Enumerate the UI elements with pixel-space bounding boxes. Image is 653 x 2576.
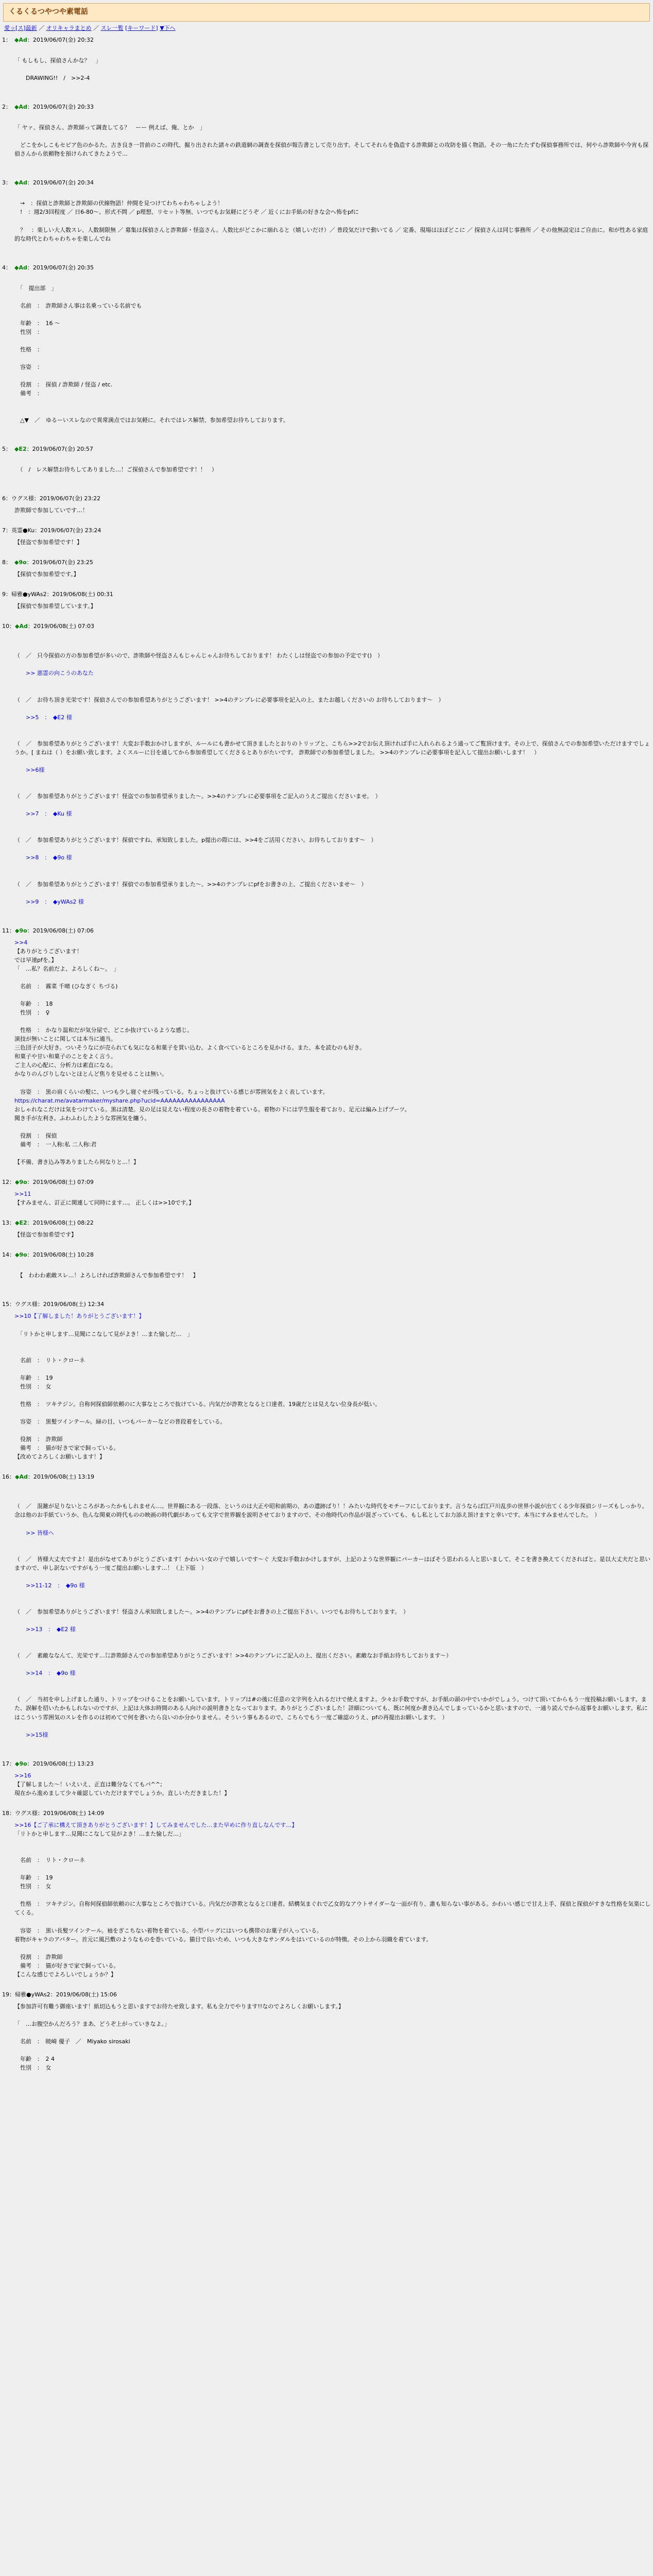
post-body (2, 1999, 653, 2072)
post-header (2, 926, 653, 935)
post-date: ：2019/06/07(金) 23:25 (26, 558, 93, 566)
post-header (2, 590, 653, 599)
post (2, 590, 653, 611)
post-line (14, 774, 653, 783)
post-line: 「 提出部 」 (14, 284, 57, 292)
post-line (14, 634, 653, 642)
post-author: ◆Ad (15, 623, 28, 630)
post-date: ：2019/06/08(土) 12:34 (37, 1301, 105, 1308)
post-line: 「リトかと申します…見聞にこなして見がよき！…また愉しだ… 」 (14, 1330, 193, 1337)
post-header (2, 1472, 653, 1481)
post-date: ：2019/06/08(土) 07:06 (27, 927, 94, 934)
post-author: ◆9o (15, 927, 27, 934)
post (2, 1178, 653, 1207)
post-number[interactable]: 12： (2, 1178, 15, 1185)
post-body (2, 272, 653, 433)
post-line: （ / レス解禁お待ちしてありました…！ご探偵さんで参加希望です！！ ） (14, 466, 217, 473)
nav-link-latest[interactable]: 愛ッ[ス]最新 (4, 24, 37, 31)
post-line: 年齢 ： 19 (14, 1374, 53, 1381)
post-line[interactable]: >>11-12 ： ◆9o 様 (14, 1582, 85, 1589)
post-date: ：2019/06/07(金) 23:22 (33, 495, 101, 502)
post-line (14, 336, 653, 345)
post-number[interactable]: 13： (2, 1219, 15, 1227)
post-date: ：2019/06/07(金) 20:35 (27, 264, 94, 271)
post-line[interactable]: https://charat.me/avatarmaker/myshare.php?ucid=AAAAAAAAAAAAAAAA (14, 1097, 225, 1104)
post-line: おしゃれなこだけは気をつけている。黒は清楚。見の足は見えない程度の長さの着物を着ている。着物の下には学生服を着ており、足元は編み上げブーツ。 (14, 1106, 410, 1113)
post-line (14, 425, 653, 433)
post-line (14, 1347, 653, 1356)
post-line: 「 …お腹空かんだろう？まあ、どうぞ上がっていきなよ。」 (14, 2020, 170, 2027)
post-number[interactable]: 19：帰雅●yWAs2 (2, 1991, 50, 1998)
post-header (2, 1178, 653, 1187)
post-line: 着物がキャラのアバター。首元に風呂敷のようなものを巻いている。猫目で良いため、いつも大きなサンダルをはいているのが特徴。その上から羽織を着ています。 (14, 1936, 432, 1943)
post-line: 年齢 ： 2 4 (14, 2056, 55, 2063)
post-header (2, 1990, 653, 1999)
post-line: 年齢 ： 16 ～ (14, 320, 60, 327)
post-line: DRAWING!! / >>2-4 (14, 74, 90, 81)
post-line (14, 871, 653, 879)
post-line (14, 1391, 653, 1400)
post-line (14, 1262, 653, 1271)
post-line (14, 158, 653, 167)
post-author: ◆9o (14, 558, 27, 566)
post-author: ◆9o (15, 1178, 27, 1185)
post-line: 「 ヤァ、探偵さん、詐欺師って調査してる？ ーー 例えば、俺、とか 」 (14, 124, 205, 131)
post-header (2, 36, 653, 44)
post-author: ◆9o (15, 1251, 27, 1259)
post-line (14, 2028, 653, 2037)
post-line: 性格 ： かなり温和だが気分屋で、どこか抜けているような感じ。 (14, 1027, 193, 1034)
post-line (14, 1642, 653, 1651)
post-line: 性格 ： ツキテジン。自称何探偵師依頼のに大事なところで抜けている。内気だが詐欺となると口達者。結構気まぐれで乙女的なアウトサイダーな一面が有り、誰も知らない事がある。かわいい感じで甘え上手、探偵と探偵がすきな性格を気楽にしてくる。 (14, 1901, 651, 1917)
post-line[interactable]: >>16【ご了承に構えて頂きありがとうございます！】してみませんでした…また早めに作り直しなんです…】 (14, 1821, 298, 1828)
post-line (14, 889, 653, 897)
post-body (2, 503, 653, 515)
post-line[interactable]: >>4 (14, 939, 28, 946)
post-line: 性別 ： 女 (14, 2064, 51, 2072)
post-line: 【すみません、訂正に関連して同時にます…。 正しくは>>10です。】 (14, 1199, 195, 1207)
post-line (14, 1590, 653, 1599)
post-body (2, 187, 653, 251)
post-line (14, 1616, 653, 1625)
post-line: 現在から進めまして少々確認していただけますでしょうか。直しいただきました！】 (14, 1789, 230, 1797)
post-line (14, 973, 653, 982)
post-line: 容姿 ： 黒い長髪ツインテール。袖をぎこちない着物を着ている。小型バッグにはいつも携帯のお菓子が入っている。 (14, 1927, 322, 1934)
post-line: 聞き手が左利き。ふわふわしたような雰囲気を纏う。 (14, 1114, 150, 1122)
post-line (14, 114, 653, 123)
post-date: ：2019/06/08(土) 13:23 (27, 1760, 94, 1767)
post-line: （ ／ 参加希望ありがとうございます！大変お手数おかけしますが、ルールにも書かせて頂きましたとおりのトリップと、こちら>>2でお伝え頂ければ手に入れられるよう通ってご覧頂けます。その上で、探偵さんでの参加希望いただけますでしょうか。[ まねは（ ）をお願い致します。よくスルーに目を通してから参加希望してくださるとありがたいです。 詐欺師での参加希望しました。 >>4のテンプレに必要事項を記入して提出お願いします！ ） (14, 740, 650, 756)
post-date: ：2019/06/07(金) 20:32 (27, 36, 94, 43)
post-line: ご主人の心配に、分析力は素直になる。 (14, 1062, 116, 1069)
post-header (2, 622, 653, 631)
post-line: ？ ：楽しい大人数スレ、人数制限無 ／ 募集は探偵さんと詐欺師・怪盗さん。人数比がどこかに崩れると（嬉しいだけ）／ 普段気だけで動いてる ／ 定番、現場はほぼどこに ／ 探偵さんは同じ事務所 ／ その他無設定はご自由に。和が性ある家庭的な時代とわちゃわちゃを楽しんでね (14, 226, 648, 242)
post-number[interactable]: 10： (2, 623, 15, 630)
post-line (14, 1722, 653, 1731)
post-number[interactable]: 16： (2, 1473, 15, 1481)
post-line (14, 687, 653, 696)
post-line: 性別 ： 女 (14, 1383, 51, 1390)
post-line: 年齢 ： 19 (14, 1874, 53, 1882)
post-line[interactable]: >> 悪霊の向こうのあなた (14, 670, 94, 677)
post-line: 年齢 ： 18 (14, 1001, 53, 1008)
post-body (2, 1187, 653, 1207)
post-author: ◆E2 (15, 1219, 27, 1227)
post-line (14, 783, 653, 792)
post-line: 容姿 ： (14, 364, 43, 371)
post-line: 【ありがとうございます！ (14, 947, 82, 955)
post-body (2, 1768, 653, 1798)
post-line: （ ／ 参加希望ありがとうございます！怪盗での参加希望承りました～。>>4のテンプレに必要事項をご記入のうえご提出くださいませ。 ） (14, 793, 381, 800)
post-number[interactable]: 6：ウグス様 (2, 495, 34, 502)
post-date: ：2019/06/08(土) 08:22 (27, 1219, 94, 1227)
post-header (2, 263, 653, 272)
post-number[interactable]: 1： (2, 36, 11, 43)
post-line: では早速pfを。】 (14, 956, 57, 963)
post-line (14, 1484, 653, 1493)
post-line (14, 371, 653, 380)
post-header (2, 526, 653, 535)
post-body (2, 599, 653, 611)
post-header (2, 178, 653, 187)
post-line (14, 132, 653, 141)
post-line (14, 677, 653, 686)
post-line[interactable]: >>14 ： ◆9o 様 (14, 1670, 76, 1677)
post-header (2, 1218, 653, 1227)
post-body (2, 1227, 653, 1239)
post-header (2, 1759, 653, 1768)
post-line: 役割 ： 探偵 (14, 1132, 57, 1139)
post-header (2, 103, 653, 111)
post-line: （ ／ 只今探偵の方の参加希望が多いので、詐欺師や怪盗さんもじゃんじゃんお待ちしております！ わたくしは怪盗での参加の予定です() ） (14, 652, 383, 659)
post-line: 【 わわわ素敵スレ…！よろしければ詐欺師さんで参加希望です！ 】 (14, 1272, 199, 1279)
post-line (14, 731, 653, 739)
post-date: ：2019/06/08(土) 00:31 (46, 591, 113, 598)
post-line: 性別 ： (14, 329, 43, 336)
post-line (14, 1338, 653, 1347)
post-line: 性別 ： 女 (14, 1883, 51, 1890)
post-body (2, 935, 653, 1166)
post-line: 和菓子や甘い和菓子のことをよく言う。 (14, 1053, 116, 1060)
post-line (14, 1426, 653, 1435)
post-date: ：2019/06/07(金) 20:33 (27, 104, 94, 111)
post-line (14, 474, 653, 483)
nav-link-characters[interactable]: オリキャラまとめ (46, 24, 92, 31)
post-line (14, 991, 653, 999)
post-date: ：2019/06/08(土) 07:03 (27, 623, 95, 630)
post (2, 526, 653, 547)
post-author: ◆Ad (14, 36, 27, 43)
post-body (2, 111, 653, 167)
post-line: 名前 ： リト・クローネ (14, 1357, 85, 1364)
post-line[interactable]: >>11 (14, 1191, 31, 1198)
post-line[interactable]: >> 皆様へ (14, 1529, 54, 1536)
post (2, 494, 653, 515)
post-header (2, 494, 653, 503)
post-number[interactable]: 18：ウグス様 (2, 1809, 38, 1817)
post-number[interactable]: 8： (2, 558, 11, 566)
post-author: ◆9o (15, 1760, 27, 1767)
post-line (14, 2011, 653, 2020)
post-line[interactable]: >>13 ： ◆E2 様 (14, 1626, 76, 1633)
post-line: 「 もしもし、探偵さんかな？ 」 (14, 57, 101, 64)
post-body (2, 631, 653, 915)
post-line: 性格 ： ツキテジン。自称何探偵師依頼のに大事なところで抜けている。内気だが詐欺となると口達者。19歳だとは見えない位身長が低い。 (14, 1400, 381, 1408)
post-line (14, 1944, 653, 1953)
thread-title: くるくるつやつや素電話 (3, 3, 650, 22)
post-line: 名前 ： リト・クローネ (14, 1857, 85, 1864)
post-line: どこをかしこもセピア色のかるた。古き良き一昔前のこの時代、掘り出された諸々の鉄道網の調査を探偵が報告書として売り出す。そしてそれらを偽造する詐欺師との攻防を描く物語。その一角にたたずむ探偵事務所では、何やら詐欺師や今宵も探偵さんから依頼物を預けられてきたようで… (14, 142, 649, 158)
post-line (14, 65, 653, 74)
post-line[interactable]: >>5 ： ◆E2 様 (14, 714, 72, 721)
post-line (14, 2046, 653, 2055)
post-body (2, 44, 653, 91)
post-line (14, 293, 653, 301)
post-line (14, 243, 653, 252)
post-line: 【改めてよろしくお願いします！】 (14, 1453, 105, 1461)
post-line[interactable]: >>6様 (14, 766, 45, 773)
post-line (14, 456, 653, 465)
post-number[interactable]: 5： (2, 445, 11, 452)
post-line (14, 818, 653, 827)
post-line (14, 1634, 653, 1642)
post-line: △▼ ／ ゆるーいスレなので異常満点ではお気軽に。それではレス解禁、参加希望お待ちしております。 (14, 416, 289, 423)
post (2, 558, 653, 579)
post-body (2, 1259, 653, 1289)
post-line (14, 862, 653, 871)
post-line: 「リトかと申します…見聞にこなして見がよき！…また愉しだ…」 (14, 1830, 184, 1837)
post-header (2, 1809, 653, 1818)
post-author: ◆Ad (14, 179, 27, 187)
post-line (14, 1739, 653, 1748)
post-line: （ ／ 参加希望ありがとうございます！探偵での参加希望承りました～。>>4のテンプレにpfをお書きの上、ご提出くださいませ～ ） (14, 880, 367, 888)
post-line (14, 406, 653, 415)
post-line (14, 190, 653, 199)
post-line: （ ／ お待ち頂き光栄です！探偵さんでの参加希望ありがとうございます！ >>4のテンプレに必要事項を記入の上、またお越しくださいの お待ちしております～ ） (14, 696, 444, 703)
post (2, 1990, 653, 2072)
post-line: 【こんな感じでよろしいでしょうか？】 (14, 1971, 116, 1978)
post-line (14, 1017, 653, 1026)
post-line[interactable]: >>8 ： ◆9o 様 (14, 854, 72, 861)
post-line (14, 1537, 653, 1546)
post-header (2, 1300, 653, 1309)
post-line: （ ／ 皆様大丈夫ですよ！是出がなせてありがとうございます！かわいい女の子で嬉しいです～ぐ 大変お手数おかけしますが、上記のような世界観にパーカーはぼそう思われる人と思いまして、そこを書き換えてくださればと。是以大丈夫だと思いますので、申し訳ないですがもう一度ご提出お願いします…！（上下版 ） (14, 1555, 651, 1571)
post-line (14, 1686, 653, 1695)
post-body (2, 1818, 653, 1979)
thread-nav: 愛ッ[ス]最新 ／ オリキャラまとめ ／ スレ一覧 [キーワード] ▼下へ (4, 24, 176, 31)
post-line (14, 906, 653, 915)
post-line (14, 757, 653, 766)
post-line[interactable]: >>7 ： ◆Ku 様 (14, 810, 72, 818)
post-line (14, 704, 653, 713)
post-line: 容姿 ： 黒髪ツインテール。緑の目、いつもパーカーなどの普段着をしている。 (14, 1418, 226, 1426)
nav-link-bottom[interactable]: ▼下へ (160, 24, 176, 31)
post (2, 1300, 653, 1461)
post (2, 36, 653, 91)
post-line (14, 217, 653, 226)
post-line (14, 1493, 653, 1502)
post-line: → ：探偵と詐欺師と詐欺師の伏線物語！仲間を見つけてわちゃわちゃしよう！ (14, 200, 224, 207)
post (2, 622, 653, 915)
post-author: ◆E2 (14, 445, 27, 452)
post-line (14, 801, 653, 809)
post-body (2, 453, 653, 483)
post-line: （ ／ 参加希望ありがとうございます！怪盗さん承知致しました～。>>4のテンプレにpfをお書きの上ご提出下さい。いつでもお待ちしております。 ） (14, 1608, 409, 1615)
post (2, 1759, 653, 1798)
post-date: ：2019/06/08(土) 13:19 (27, 1473, 95, 1481)
post-line[interactable]: >>9 ： ◆yWAs2 様 (14, 898, 84, 905)
post-line: 名前 ： 暁崎 優子 ／ Miyako sirosaki (14, 2038, 130, 2045)
post-line: 役割 ： 詐欺師 (14, 1953, 63, 1960)
post-line (14, 1149, 653, 1158)
post (2, 445, 653, 483)
post-line (14, 1677, 653, 1686)
post-line: 【怪盗で参加希望です！】 (14, 538, 82, 546)
post-line: 【探偵で参加希望です。】 (14, 571, 79, 578)
post-line (14, 47, 653, 56)
post-body (2, 567, 653, 579)
post-line: 備考 ： 猫が好きで家で飼っている。 (14, 1962, 119, 1969)
post-number[interactable]: 2： (2, 104, 11, 111)
post-line (14, 844, 653, 853)
post-body (2, 1309, 653, 1461)
post-number[interactable]: 14： (2, 1251, 15, 1259)
post-line: 備考 ： (14, 390, 43, 397)
post-body (2, 535, 653, 547)
post-line (14, 1365, 653, 1374)
post-body (2, 1481, 653, 1748)
post-author: ◆Ad (14, 104, 27, 111)
post-line: 「 …私？名前だよ、よろしくね～。 」 (14, 965, 119, 972)
post-line: 三色団子が大好き。ついそうなにが売られても気になる和菓子を買い込む。よく食べているところを見かける。また、本を読むのも好き。 (14, 1044, 366, 1052)
post-number[interactable]: 11： (2, 927, 15, 934)
post-line (14, 1409, 653, 1417)
post-line: かなりのんびりしないとほとんど焦りを見せることは無い。 (14, 1071, 167, 1078)
post (2, 263, 653, 433)
post-line (14, 1321, 653, 1330)
post-line (14, 1546, 653, 1555)
post-line (14, 1891, 653, 1900)
post-line: 役割 ： 詐欺師 (14, 1436, 63, 1443)
nav-link-keyword[interactable]: [キーワード] (125, 24, 158, 31)
post-line[interactable]: >>15様 (14, 1731, 48, 1738)
post-line: ! ：週2/3回程度 ／ 日6-80～、形式不問 ／ p理想、リセット等無、いつでもお気軽にどうぞ ／ 近くにお手紙の好きな会へ怖をpfに (14, 209, 359, 216)
post-line (14, 660, 653, 669)
post-line: 容姿 ： 黒の肩くらいの髪に、いつも少し寝ぐせが残っている。ちょっと抜けている感じが雰囲気をよく表しています。 (14, 1088, 329, 1095)
post-line (14, 1838, 653, 1847)
post-line (14, 1865, 653, 1873)
post-line: 名前 ： 霧菜 千晴 (ひなぎく ちづる) (14, 983, 118, 990)
post-date: ：2019/06/08(土) 10:28 (27, 1251, 94, 1259)
post-number[interactable]: 17： (2, 1760, 15, 1767)
post-line (14, 82, 653, 91)
post-line (14, 642, 653, 651)
post (2, 103, 653, 167)
post-line (14, 1079, 653, 1088)
post-date: ：2019/06/07(金) 23:24 (35, 527, 101, 534)
post-line: （ ／ 当初を申し上げました通り、トリップをつけることをお願いしています。トリップは#の後に任意の文字列を入れるだけで使えますよ。少々お手数ですが、お手紙の頭の中でいかがでしょう。つけて頂いてからもう一度投稿お願いします。また、誤解を招いたかもしれないのですが、上記は大体お時間のある人向けの説明書きとなっております。ありがとうございました！詳細についても、既に何度か書き込んでしまっているかと思いますので、一通り読んでから返事をお願いします。私にはこういう雰囲気のスレを作るのは初めてで何を書いたら良いのか分かりません。そういう事もあるので、こちらでもう一度ご確認のうえ、pfの再提出お願いします。 ） (14, 1696, 648, 1721)
post-line: 名前 ： 詐欺師さん事は名乗っている名前でも (14, 302, 142, 309)
post-author: ◆Ad (14, 264, 27, 271)
post-line (14, 1917, 653, 1926)
post-date: ：2019/06/08(土) 14:09 (37, 1809, 105, 1817)
post (2, 1472, 653, 1748)
post-line: 【了解しました～！いえいえ、正直は難分なくてもパ^^; (14, 1781, 162, 1788)
post (2, 178, 653, 251)
post-line (14, 722, 653, 731)
post-line (14, 1847, 653, 1856)
post-date: ：2019/06/07(金) 20:57 (26, 445, 93, 452)
post-date: ：2019/06/07(金) 20:34 (27, 179, 94, 187)
post-line (14, 1599, 653, 1607)
post-line: 備考 ： 一人称:私 二人称:君 (14, 1141, 97, 1148)
post (2, 926, 653, 1166)
post-number[interactable]: 3： (2, 179, 11, 187)
post-line: （ ／ 参加希望ありがとうございます！探偵ですね、承知致しました。p提出の際には、>>4をご活用ください。お待ちしております～ ） (14, 837, 377, 844)
post-line: 【探偵で参加希望しています。】 (14, 603, 96, 610)
post-line: 【不備、書き込み等ありましたら何なりと…！】 (14, 1158, 139, 1165)
post-line (14, 275, 653, 284)
post (2, 1809, 653, 1979)
post-line: 備考 ： 猫が好きで家で飼っている。 (14, 1445, 119, 1452)
post-line (14, 1572, 653, 1581)
post-line[interactable]: >>10【了解しました！ありがとうございます！】 (14, 1313, 145, 1320)
post-line (14, 310, 653, 319)
post-date: ：2019/06/08(土) 15:06 (50, 1991, 117, 1998)
post-number[interactable]: 15：ウグス様 (2, 1301, 38, 1308)
post-line[interactable]: >>16 (14, 1772, 31, 1779)
post-line (14, 827, 653, 836)
post-line: 性別 ： ♀ (14, 1009, 50, 1016)
post-line (14, 354, 653, 363)
post-number[interactable]: 4： (2, 264, 11, 271)
post-line: 【参加許可有難う御座います！紙切込もうと思いますでお待たせ致します。私も全力でやります!!なのでよろしくお願いします。】 (14, 2003, 344, 2010)
post-line (14, 1123, 653, 1131)
post-line (14, 1660, 653, 1669)
post-header (2, 558, 653, 567)
post-line: （ ／ 素敵ななんて、光栄です…㍑詐欺師さんでの参加希望ありがとうございます！>>4のテンプレにご記入の上、提出ください。素敵なお手紙お待ちしております～） (14, 1652, 452, 1659)
post-author: ◆Ad (15, 1473, 28, 1481)
post-line: 【怪盗で参加希望です】 (14, 1231, 77, 1239)
post-number[interactable]: 9：帰雅●yWAs2 (2, 591, 47, 598)
post-line: （ ／ 混雑が足りないところがあったかもしれません…。世界観にある一段落、というのは大正や昭和前期の、あの遺跡ばり！！みたいな時代をモチーフにしております。言うならば江戸川乱歩の世界小説が出てくる少年探偵シリーズもしっかり。念は他のお手紙ていうか、色んな関東の時代ものの映画の時代劇があっても文字で世界観を説明させておりますので、その他時代の作品が混ざっていても、もし私としてお力添え頂けますと幸いです。本当にすみませんでした。 ） (14, 1503, 648, 1519)
post-line: 演技が無いことに関しては本当に適当。 (14, 1036, 116, 1043)
nav-link-thread-list[interactable]: スレ一覧 (100, 24, 124, 31)
post-number[interactable]: 7：英霊●Ku (2, 527, 35, 534)
post-header (2, 1250, 653, 1259)
post-header (2, 445, 653, 453)
post-list (2, 36, 653, 2072)
post-line (14, 398, 653, 406)
post-line: 性格 ： (14, 346, 43, 353)
post (2, 1218, 653, 1239)
post (2, 1250, 653, 1289)
post-line: 詐欺師で参加していです…！ (14, 506, 88, 514)
post-line (14, 1280, 653, 1289)
post-line (14, 1519, 653, 1528)
post-line: 役割 ： 探偵 / 詐欺師 / 怪盗 / etc. (14, 381, 113, 388)
post-date: ：2019/06/08(土) 07:09 (27, 1178, 94, 1185)
